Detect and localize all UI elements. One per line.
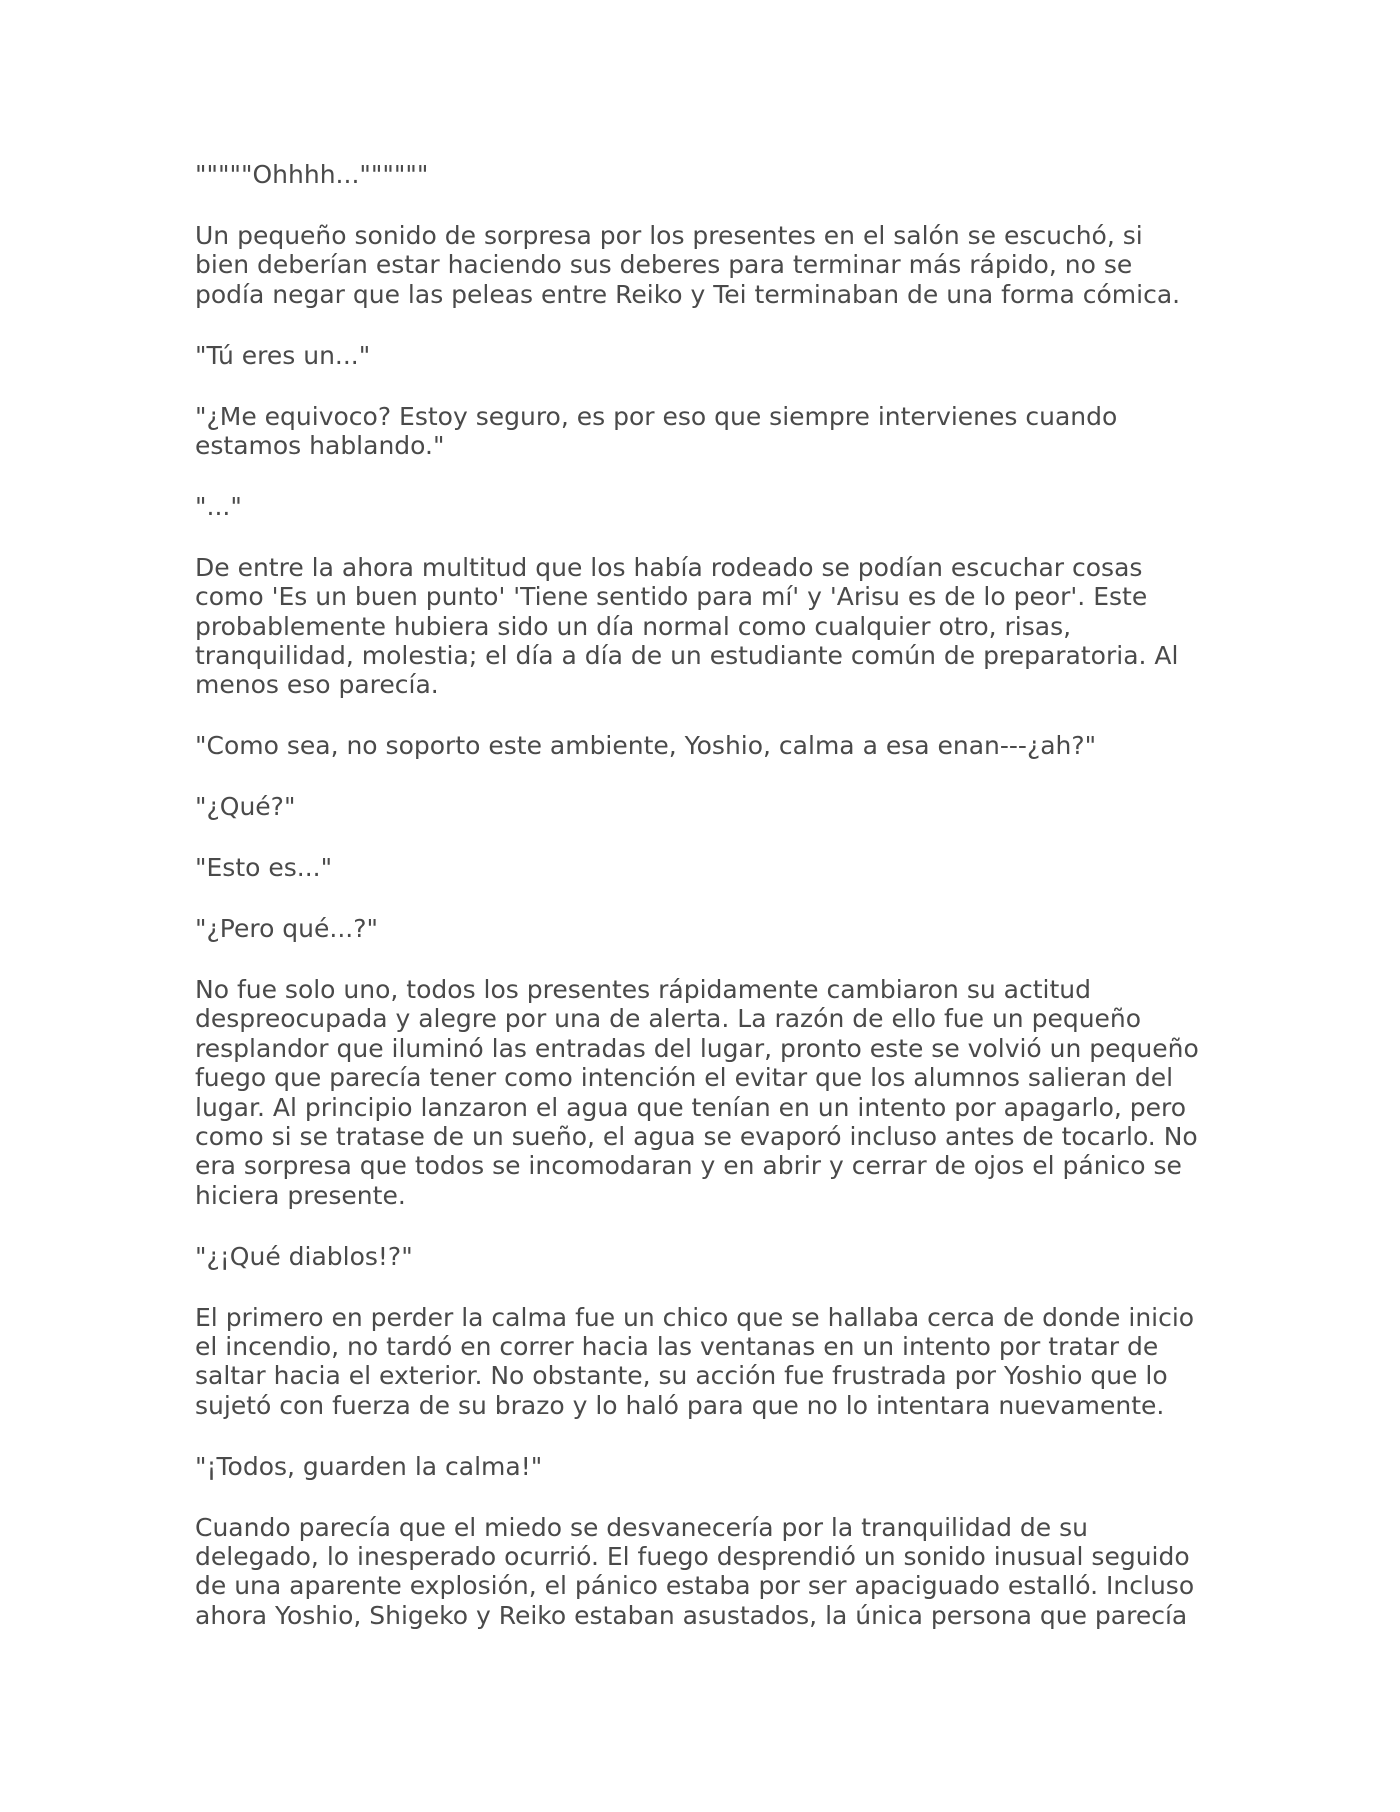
paragraph: "¿Qué?" xyxy=(195,792,296,822)
paragraph: El primero en perder la calma fue un chico que se hallaba cerca de donde inicio el incendio, no tardó en correr hacia las ventanas en un intento por tratar de saltar hacia el exterior. No obstante, su acción fue frustrada por Yoshio que lo sujetó con fuerza de su brazo y lo haló para que no lo intentara nuevamente. xyxy=(195,1302,1195,1420)
paragraph: Cuando parecía que el miedo se desvanecería por la tranquilidad de su delegado, lo inesperado ocurrió. El fuego desprendió un sonido inusual seguido de una aparente explosión, el pánico estaba por ser apaciguado estalló. Incluso ahora Yoshio, Shigeko y Reiko estaban asustados, la única persona que parecía xyxy=(195,1512,1195,1630)
paragraph: No fue solo uno, todos los presentes rápidamente cambiaron su actitud despreocupada y alegre por una de alerta. La razón de ello fue un pequeño resplandor que iluminó las entradas del lugar, pronto este se volvió un pequeño fuego que parecía tener como intención el evitar que los alumnos salieran del lugar. Al principio lanzaron el agua que tenían en un intento por apagarlo, pero como si se tratase de un sueño, el agua se evaporó incluso antes de tocarlo. No era sorpresa que todos se incomodaran y en abrir y cerrar de ojos el pánico se hiciera presente. xyxy=(195,974,1199,1210)
paragraph: "Como sea, no soporto este ambiente, Yoshio, calma a esa enan---¿ah?" xyxy=(195,731,1097,761)
paragraph: "Esto es..." xyxy=(195,853,333,883)
paragraph: "Tú eres un..." xyxy=(195,340,371,370)
document-page xyxy=(195,160,1215,1630)
paragraph: Un pequeño sonido de sorpresa por los presentes en el salón se escuchó, si bien deberían estar haciendo sus deberes para terminar más rápido, no se podía negar que las peleas entre Reiko y Tei terminaban de una forma cómica. xyxy=(195,220,1181,309)
paragraph: "¿Me equivoco? Estoy seguro, es por eso que siempre intervienes cuando estamos hablando." xyxy=(195,401,1118,460)
paragraph: "¿¡Qué diablos!?" xyxy=(195,1241,413,1271)
paragraph: """""Ohhhh..."""""" xyxy=(195,160,429,189)
paragraph: "¡Todos, guarden la calma!" xyxy=(195,1451,543,1481)
paragraph: "..." xyxy=(195,491,242,521)
paragraph: "¿Pero qué...?" xyxy=(195,914,379,943)
paragraph: De entre la ahora multitud que los había rodeado se podían escuchar cosas como 'Es un buen punto' 'Tiene sentido para mí' y 'Arisu es de lo peor'. Este probablemente hubiera sido un día normal como cualquier otro, risas, tranquilidad, molestia; el día a día de un estudiante común de preparatoria. Al menos eso parecía. xyxy=(195,552,1179,700)
